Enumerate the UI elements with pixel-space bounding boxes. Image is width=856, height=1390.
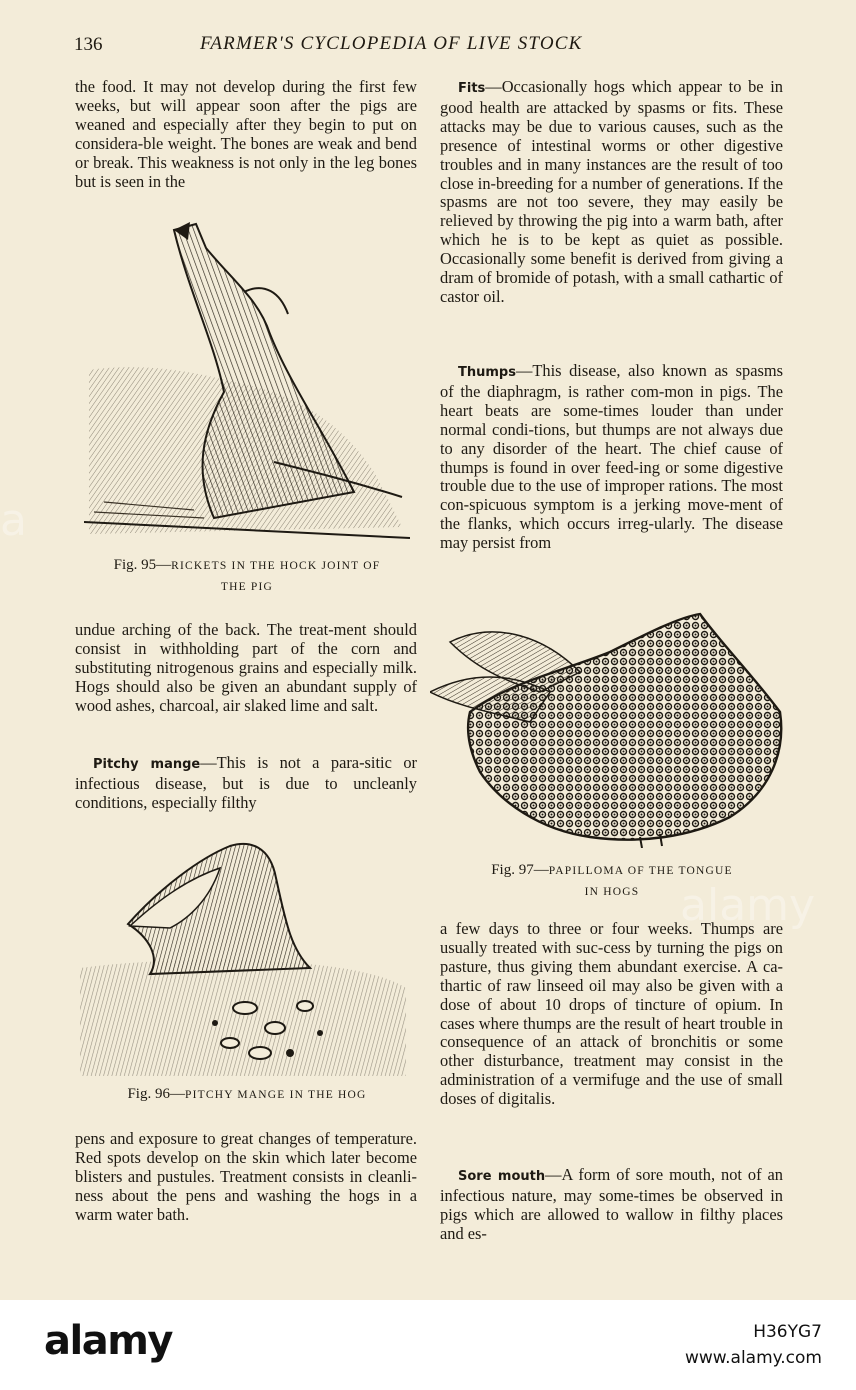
image-id: H36YG7	[753, 1322, 822, 1342]
figure-95-caption	[72, 555, 422, 597]
figure-97-caption	[432, 860, 792, 902]
thumps-paragraph	[440, 362, 783, 553]
figure-95-label: Fig. 95—	[113, 557, 172, 573]
figure-96-caption-text: PITCHY MANGE IN THE HOG	[184, 1089, 367, 1101]
site-url: www.alamy.com	[684, 1348, 822, 1368]
alamy-logo: alamy	[44, 1318, 172, 1364]
fits-heading: Fits	[458, 81, 486, 96]
left-paragraph-1: the food. It may not develop during the first few weeks, but will appear soon after the pigs are weaned and especially after they begin to put on considera-ble weight. The bones are weak and bend or break. This weakness is not only in the leg bones but is seen in the	[75, 77, 417, 191]
thumps-continued-paragraph: a few days to three or four weeks. Thumps are usually treated with suc-cess by turning the pigs on pasture, thus giving them abundant exercise. A ca-thartic of raw linseed oil may also be given with a dose of about 10 drops of tincture of opium. In cases where thumps are the result of heart trouble in consequence of an attack of bronchitis or some other disturbance, treatment may consist in the administration of a vermifuge and the use of small doses of digitalis.	[440, 919, 783, 1109]
watermark-center: alamy	[680, 880, 816, 931]
sore-mouth-text: —A form of sore mouth, not of an infectious nature, may some-times be observed in pigs which are allowed to wallow in filthy places and es-	[440, 1165, 783, 1243]
pitchy-mange-heading: Pitchy mange	[93, 757, 201, 772]
pitchy-mange-paragraph	[75, 754, 417, 813]
sore-mouth-paragraph	[440, 1166, 783, 1244]
running-title: FARMER'S CYCLOPEDIA OF LIVE STOCK	[200, 33, 583, 54]
thumps-text: —This disease, also known as spasms of the diaphragm, is rather com-mon in pigs. The heart beats are some-times louder than under normal condi-tions, but thumps are not always due to any disorder of the heart. The chief cause of thumps is found in over feed-ing or some digestive trouble due to the use of improper rations. The most con-spicuous symptom is a jerking move-ment of the flanks, which occurs irreg-ularly. The disease may persist from	[440, 361, 783, 553]
pitchy-mange-text: —This is not a para-sitic or infectious disease, but is due to uncleanly conditions, especially filthy	[75, 753, 417, 812]
figure-95-caption-line1: RICKETS IN THE HOCK JOINT OF	[171, 560, 381, 572]
figure-96-pitchy-mange-illustration	[80, 838, 406, 1076]
figure-97-caption-line2: IN HOGS	[584, 886, 640, 898]
fits-paragraph	[440, 78, 783, 307]
figure-96-label: Fig. 96—	[127, 1086, 185, 1102]
fits-text: —Occasionally hogs which appear to be in good health are attacked by spasms or fits. These attacks may be due to various causes, such as the presence of intestinal worms or other digestive troubles and in many instances are the result of too close in-breeding for a number of generations. If the spasms are not too severe, they may easily be relieved by throwing the pig into a warm bath, after which he is to be kept as quiet as possible. Occasionally some benefit is derived from giving a dram of bromide of potash, with a small cathartic of castor oil.	[440, 77, 783, 306]
left-paragraph-2: undue arching of the back. The treat-ment should consist in withholding part of the corn and substituting nitrogenous grains and especially milk. Hogs should also be given an abundant supply of wood ashes, charcoal, air slaked lime and salt.	[75, 620, 417, 715]
figure-97-papilloma-illustration	[430, 612, 786, 848]
figure-95-rickets-illustration	[84, 222, 410, 544]
figure-97-caption-line1: PAPILLOMA OF THE TONGUE	[548, 865, 733, 877]
figure-95-caption-line2: THE PIG	[220, 581, 274, 593]
sore-mouth-heading: Sore mouth	[458, 1169, 546, 1184]
thumps-heading: Thumps	[458, 365, 516, 380]
left-paragraph-3: pens and exposure to great changes of temperature. Red spots develop on the skin which later become blisters and pustules. Treatment consists in cleanli-ness about the pens and washing the hogs in a warm water bath.	[75, 1129, 417, 1224]
figure-97-label: Fig. 97—	[491, 862, 549, 878]
watermark-left: a	[0, 495, 27, 546]
page-number: 136	[74, 34, 103, 55]
figure-96-caption	[72, 1084, 422, 1105]
